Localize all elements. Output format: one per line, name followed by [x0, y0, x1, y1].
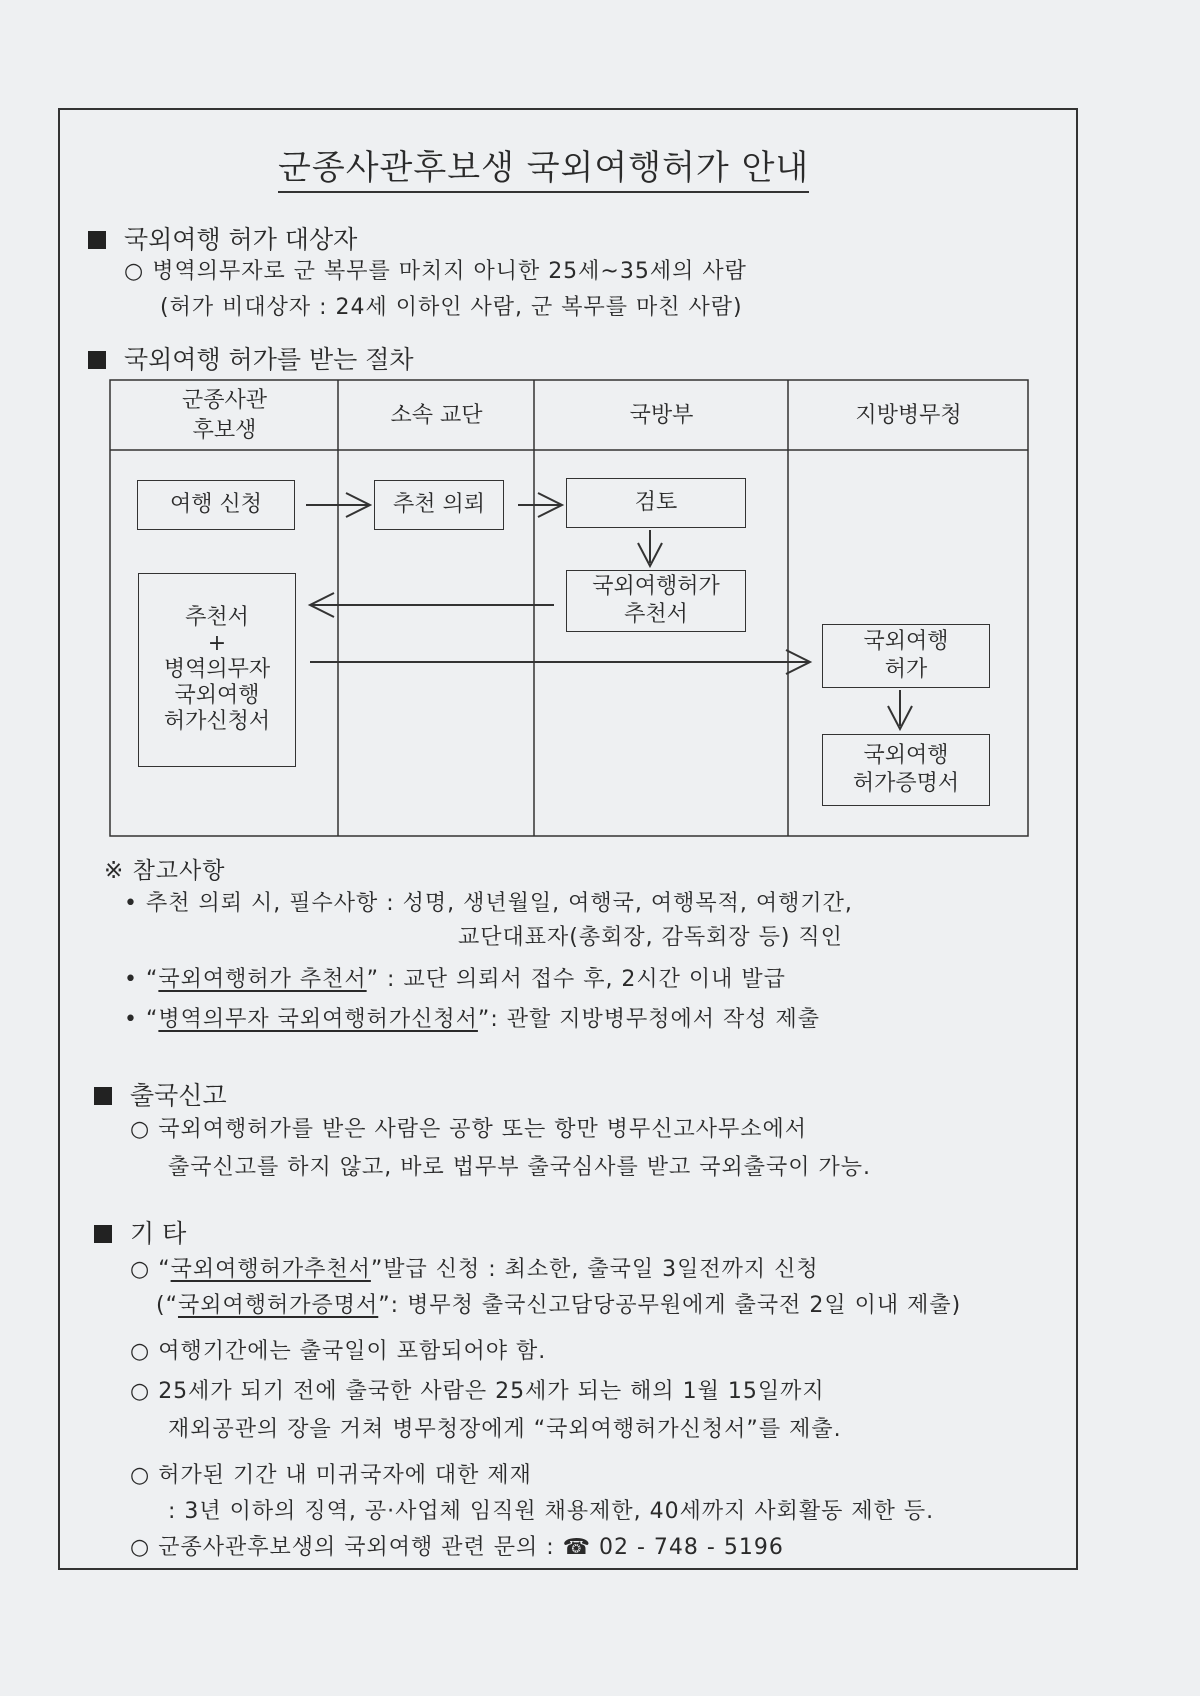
section-target-heading-text: 국외여행 허가 대상자	[124, 225, 358, 254]
departure-line-2: 출국신고를 하지 않고, 바로 법무부 출국심사를 받고 국외출국이 가능.	[168, 1155, 871, 1180]
note-3-quote: 병역의무자 국외여행허가신청서	[158, 1007, 478, 1032]
target-line-1: ○ 병역의무자로 군 복무를 마치지 아니한 25세~35세의 사람	[124, 259, 747, 284]
etc-5: ○ 군종사관후보생의 국외여행 관련 문의 : ☎ 02 - 748 - 5196	[130, 1535, 784, 1560]
target-line-2: (허가 비대상자 : 24세 이하인 사람, 군 복무를 마친 사람)	[160, 295, 743, 320]
etc-4b: : 3년 이하의 징역, 공·사업체 임직원 채용제한, 40세까지 사회활동 제한 등.	[168, 1499, 935, 1524]
page-title: 군종사관후보생 국외여행허가 안내	[278, 140, 809, 193]
square-bullet-icon	[94, 1087, 112, 1105]
section-departure-heading	[94, 1076, 227, 1112]
etc-1-rest: 발급 신청 : 최소한, 출국일 3일전까지 신청	[383, 1257, 819, 1282]
notes-heading: ※ 참고사항	[104, 858, 226, 884]
column-header-regional-office: 지방병무청	[855, 402, 962, 428]
etc-2: ○ 여행기간에는 출국일이 포함되어야 함.	[130, 1339, 547, 1364]
flow-box-request: 추천 의뢰	[374, 480, 504, 530]
note-2-rest: : 교단 의뢰서 접수 후, 2시간 이내 발급	[379, 967, 786, 992]
flow-box-apply: 여행 신청	[137, 480, 295, 530]
note-1a: • 추천 의뢰 시, 필수사항 : 성명, 생년월일, 여행국, 여행목적, 여행기간,	[124, 891, 853, 916]
section-etc-heading	[94, 1214, 186, 1250]
etc-1b-rest: : 병무청 출국신고담당공무원에게 출국전 2일 이내 제출)	[390, 1293, 962, 1318]
flow-box-permit: 국외여행 허가	[822, 624, 990, 688]
etc-4a: ○ 허가된 기간 내 미귀국자에 대한 제재	[130, 1463, 532, 1488]
section-procedure-heading-text: 국외여행 허가를 받는 절차	[124, 345, 414, 374]
etc-1: ○ “국외여행허가추천서”발급 신청 : 최소한, 출국일 3일전까지 신청	[130, 1257, 819, 1282]
note-2: • “국외여행허가 추천서” : 교단 의뢰서 접수 후, 2시간 이내 발급	[124, 967, 786, 992]
etc-1-quote: 국외여행허가추천서	[170, 1257, 371, 1282]
etc-3a: ○ 25세가 되기 전에 출국한 사람은 25세가 되는 해의 1월 15일까지	[130, 1379, 825, 1404]
note-3: • “병역의무자 국외여행허가신청서”: 관할 지방병무청에서 작성 제출	[124, 1007, 820, 1032]
section-etc-heading-text: 기 타	[130, 1219, 187, 1248]
note-3-rest: : 관할 지방병무청에서 작성 제출	[490, 1007, 820, 1032]
column-header-candidate-text: 군종사관 후보생	[181, 387, 267, 443]
etc-1b-quote: 국외여행허가증명서	[177, 1293, 379, 1318]
etc-1b: (“국외여행허가증명서”: 병무청 출국신고담당공무원에게 출국전 2일 이내 제출)	[156, 1293, 962, 1318]
square-bullet-icon	[94, 1225, 112, 1243]
note-2-quote: 국외여행허가 추천서	[158, 967, 367, 992]
column-header-denomination: 소속 교단	[390, 402, 483, 428]
flow-box-documents: 추천서 + 병역의무자 국외여행 허가신청서	[138, 573, 296, 767]
note-1b: 교단대표자(총회장, 감독회장 등) 직인	[458, 925, 843, 950]
column-header-defense-ministry: 국방부	[629, 402, 694, 428]
etc-3b: 재외공관의 장을 거쳐 병무청장에게 “국외여행허가신청서”를 제출.	[168, 1417, 842, 1442]
flow-box-certificate: 국외여행 허가증명서	[822, 734, 990, 806]
departure-line-1: ○ 국외여행허가를 받은 사람은 공항 또는 항만 병무신고사무소에서	[130, 1117, 807, 1142]
section-departure-heading-text: 출국신고	[130, 1081, 227, 1110]
column-header-candidate	[112, 382, 337, 449]
flow-box-recommendation: 국외여행허가 추천서	[566, 570, 746, 632]
flow-box-review: 검토	[566, 478, 746, 528]
